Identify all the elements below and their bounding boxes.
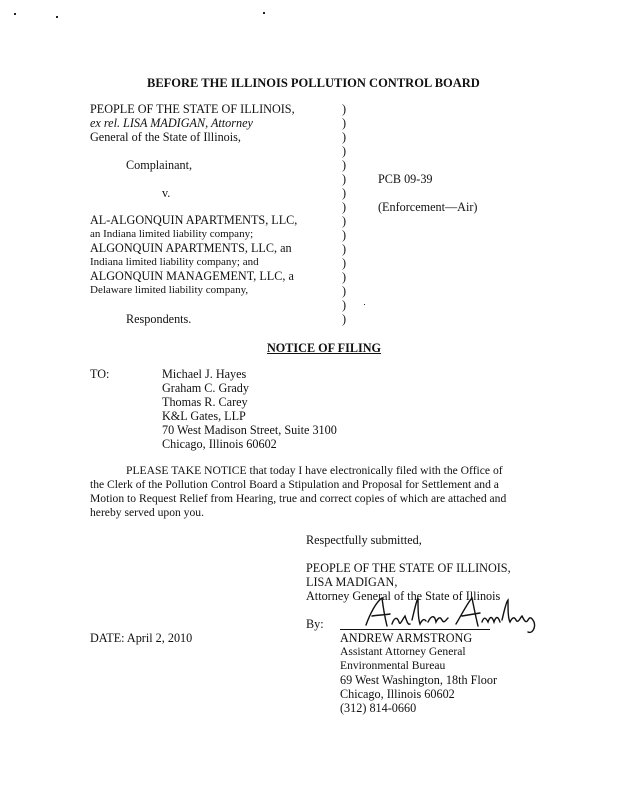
complainant-line-2: ex rel. LISA MADIGAN, Attorney [90,116,253,130]
bracket-mark: ) [342,158,347,172]
scan-speck [364,304,365,305]
notice-title: NOTICE OF FILING [267,341,381,355]
bracket-mark: ) [342,130,347,144]
by-label: By: [306,617,324,631]
recipient-line-6: Chicago, Illinois 60602 [162,437,277,451]
to-label: TO: [90,367,110,381]
bracket-mark: ) [342,312,347,326]
signatory-line-3: Attorney General of the State of Illinois [306,589,501,603]
attorney-address-2: Chicago, Illinois 60602 [340,687,455,701]
respondent-line-2: an Indiana limited liability company; [90,228,254,240]
bracket-mark: ) [342,214,347,228]
recipient-line-4: K&L Gates, LLP [162,409,246,423]
scan-speck [56,16,58,18]
attorney-address-1: 69 West Washington, 18th Floor [340,673,498,687]
bracket-mark: ) [342,186,347,200]
body-line-1: PLEASE TAKE NOTICE that today I have electronically filed with the Office of [126,464,503,477]
attorney-name: ANDREW ARMSTRONG [340,631,473,645]
body-line-3: Motion to Request Relief from Hearing, true and correct copies of which are attached and [90,492,507,505]
bracket-mark: ) [342,270,347,284]
case-type: (Enforcement—Air) [378,200,478,214]
bracket-mark: ) [342,116,347,130]
case-number: PCB 09-39 [378,172,433,186]
attorney-bureau: Environmental Bureau [340,659,446,672]
closing: Respectfully submitted, [306,533,422,547]
bracket-mark: ) [342,200,347,214]
signature-line [340,629,490,630]
respondent-line-4: Indiana limited liability company; and [90,256,259,268]
attorney-phone: (312) 814-0660 [340,701,417,715]
bracket-mark: ) [342,298,347,312]
signatory-line-2: LISA MADIGAN, [306,575,398,589]
respondent-line-3: ALGONQUIN APARTMENTS, LLC, an [90,241,292,255]
bracket-mark: ) [342,242,347,256]
attorney-title: Assistant Attorney General [340,645,466,658]
bracket-mark: ) [342,102,347,116]
respondent-role: Respondents. [126,312,192,326]
scan-speck [14,13,16,15]
complainant-role: Complainant, [126,158,193,172]
recipient-line-1: Michael J. Hayes [162,367,247,381]
recipient-line-5: 70 West Madison Street, Suite 3100 [162,423,337,437]
respondent-line-5: ALGONQUIN MANAGEMENT, LLC, a [90,269,294,283]
respondent-line-6: Delaware limited liability company, [90,284,249,296]
bracket-mark: ) [342,172,347,186]
signatory-line-1: PEOPLE OF THE STATE OF ILLINOIS, [306,561,511,575]
bracket-mark: ) [342,284,347,298]
board-title: BEFORE THE ILLINOIS POLLUTION CONTROL BOARD [147,76,480,90]
recipient-line-2: Graham C. Grady [162,381,249,395]
bracket-mark: ) [342,228,347,242]
bracket-mark: ) [342,144,347,158]
scan-speck [263,12,265,14]
date-line: DATE: April 2, 2010 [90,631,193,645]
versus-label: v. [162,186,171,200]
body-line-2: the Clerk of the Pollution Control Board a Stipulation and Proposal for Settlement and a [90,478,499,491]
body-line-4: hereby served upon you. [90,506,204,519]
complainant-line-1: PEOPLE OF THE STATE OF ILLINOIS, [90,102,295,116]
bracket-mark: ) [342,256,347,270]
recipient-line-3: Thomas R. Carey [162,395,248,409]
complainant-line-3: General of the State of Illinois, [90,130,241,144]
respondent-line-1: AL-ALGONQUIN APARTMENTS, LLC, [90,213,298,227]
